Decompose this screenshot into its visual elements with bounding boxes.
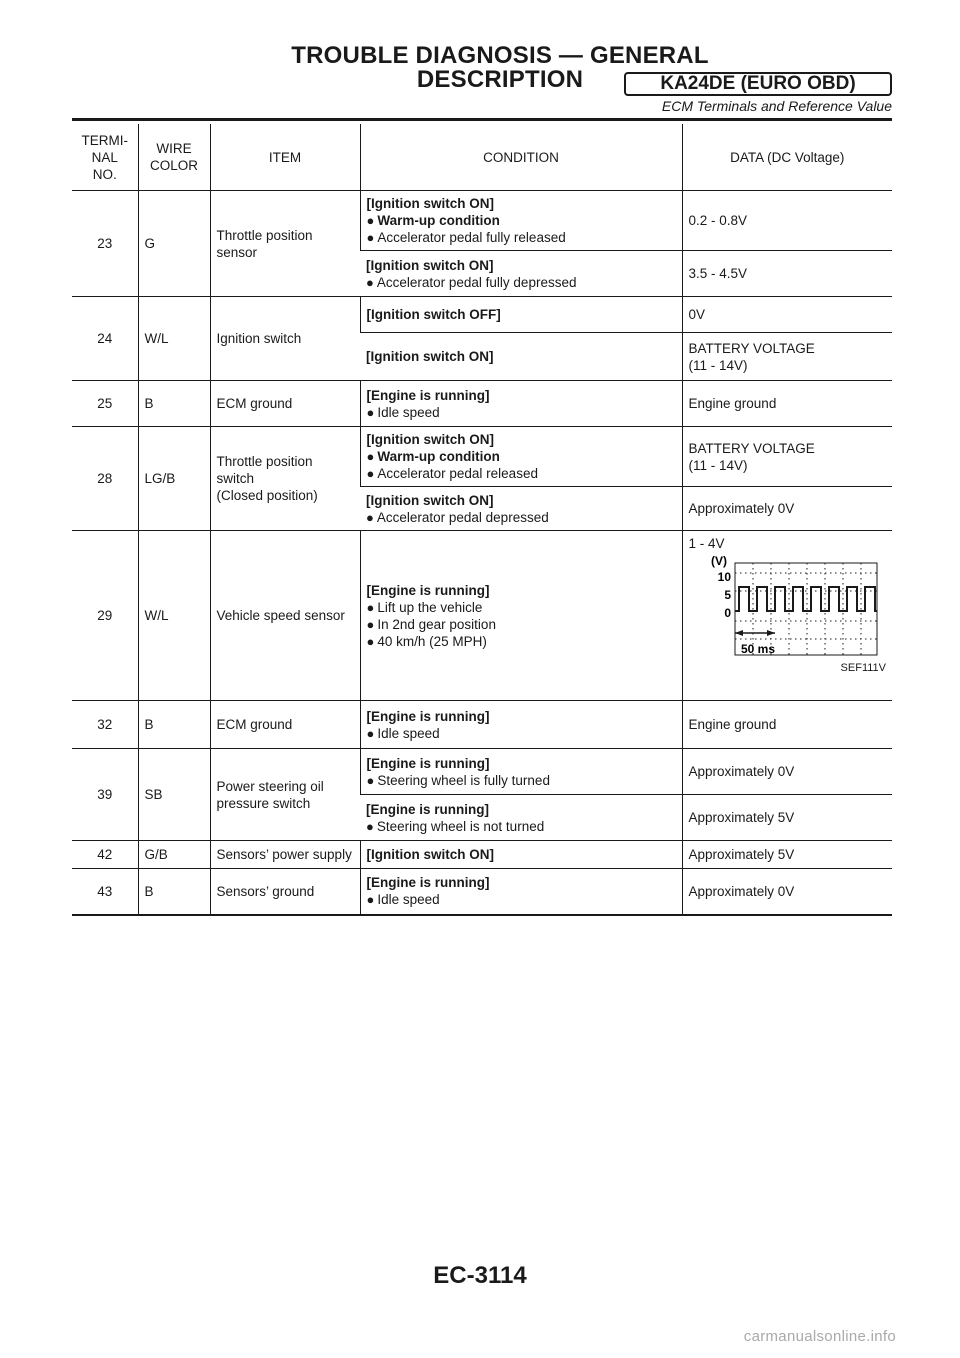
data-value-cell bbox=[682, 333, 892, 381]
watermark: carmanualsonline.info bbox=[743, 1328, 896, 1345]
condition-cell bbox=[360, 701, 682, 749]
condition-title: [Ignition switch ON] bbox=[366, 257, 494, 273]
condition-cell bbox=[360, 869, 682, 915]
condition-bullet bbox=[367, 404, 676, 421]
bullet-dot-icon: ● bbox=[366, 230, 375, 245]
data-value-cell bbox=[682, 251, 892, 297]
terminal-no-cell: 32 bbox=[72, 701, 138, 749]
waveform-figure bbox=[689, 531, 887, 679]
condition-bullet bbox=[366, 818, 676, 835]
bullet-text: In 2nd gear position bbox=[377, 616, 496, 632]
bullet-text: Steering wheel is fully turned bbox=[377, 772, 550, 788]
bullet-dot-icon: ● bbox=[366, 274, 374, 290]
bullet-text: Idle speed bbox=[377, 404, 440, 420]
data-value-cell bbox=[682, 869, 892, 915]
condition-cell bbox=[360, 487, 682, 531]
condition-cell bbox=[360, 251, 682, 297]
item-cell: Sensors’ power supply bbox=[210, 841, 360, 869]
terminal-no-cell: 25 bbox=[72, 381, 138, 427]
item-cell: Power steering oil pressure switch bbox=[210, 749, 360, 841]
condition-title: [Engine is running] bbox=[366, 755, 490, 771]
column-header-terminal-label: TERMI- NAL NO. bbox=[81, 132, 128, 182]
data-value-cell bbox=[682, 795, 892, 841]
page-number: EC-3114 bbox=[433, 1262, 527, 1289]
condition-bullet bbox=[366, 509, 676, 526]
condition-bullet bbox=[367, 599, 676, 616]
wire-color-cell: W/L bbox=[138, 531, 210, 701]
terminal-no-cell: 43 bbox=[72, 869, 138, 915]
data-value-cell bbox=[682, 531, 892, 701]
item-cell: Sensors’ ground bbox=[210, 869, 360, 915]
bullet-text: Warm-up condition bbox=[377, 449, 500, 464]
bullet-dot-icon: ● bbox=[366, 616, 375, 632]
terminal-no-cell: 23 bbox=[72, 191, 138, 297]
condition-bullet bbox=[367, 212, 676, 229]
page-header bbox=[0, 0, 960, 125]
column-header-data: DATA (DC Voltage) bbox=[682, 124, 892, 191]
bullet-text: Accelerator pedal fully released bbox=[377, 230, 566, 245]
condition-bullet bbox=[367, 616, 676, 633]
ecm-terminals-table bbox=[72, 124, 892, 916]
condition-cell bbox=[360, 297, 682, 333]
column-header-wire-color bbox=[138, 124, 210, 191]
header-rule bbox=[72, 118, 892, 121]
wire-color-cell: W/L bbox=[138, 297, 210, 381]
column-header-terminal bbox=[72, 124, 138, 191]
bullet-text: Warm-up condition bbox=[377, 213, 500, 228]
waveform-tick-5: 5 bbox=[723, 588, 731, 602]
wire-color-cell: G/B bbox=[138, 841, 210, 869]
bullet-text: Idle speed bbox=[377, 892, 440, 908]
bullet-text: Lift up the vehicle bbox=[377, 599, 483, 615]
figure-code: SEF111V bbox=[840, 662, 886, 674]
bullet-dot-icon: ● bbox=[366, 892, 375, 908]
table-row bbox=[72, 841, 892, 869]
data-value-cell bbox=[682, 297, 892, 333]
condition-bullet bbox=[367, 229, 676, 246]
bullet-dot-icon: ● bbox=[366, 818, 374, 834]
bullet-text: Idle speed bbox=[377, 725, 440, 741]
terminal-no-cell: 24 bbox=[72, 297, 138, 381]
bullet-dot-icon: ● bbox=[366, 466, 375, 481]
waveform-tick-10: 10 bbox=[717, 570, 731, 584]
time-scale-arrow-left-icon bbox=[735, 630, 743, 636]
data-value-cell bbox=[682, 427, 892, 487]
waveform-time-label: 50 ms bbox=[740, 642, 775, 656]
condition-cell bbox=[360, 427, 682, 487]
wire-color-cell: SB bbox=[138, 749, 210, 841]
table-body bbox=[72, 191, 892, 915]
section-subtitle: ECM Terminals and Reference Value bbox=[661, 98, 892, 114]
item-cell: Throttle position switch (Closed position) bbox=[210, 427, 360, 531]
table-row bbox=[72, 191, 892, 251]
data-value-text: Approximately 0V bbox=[688, 883, 795, 899]
time-scale-arrow-right-icon bbox=[767, 630, 775, 636]
column-header-condition: CONDITION bbox=[360, 124, 682, 191]
bullet-dot-icon: ● bbox=[366, 599, 375, 615]
data-value-text: Approximately 5V bbox=[688, 847, 795, 862]
bullet-text: Steering wheel is not turned bbox=[376, 818, 545, 834]
bullet-dot-icon: ● bbox=[366, 213, 375, 228]
data-value-text: BATTERY VOLTAGE (11 - 14V) bbox=[688, 340, 815, 373]
terminal-no-cell: 28 bbox=[72, 427, 138, 531]
table-row bbox=[72, 701, 892, 749]
item-cell: Ignition switch bbox=[210, 297, 360, 381]
waveform-unit-label: (V) bbox=[710, 555, 727, 568]
data-value-cell bbox=[682, 701, 892, 749]
item-cell: Vehicle speed sensor bbox=[210, 531, 360, 701]
terminal-no-cell: 42 bbox=[72, 841, 138, 869]
bullet-dot-icon: ● bbox=[366, 509, 374, 525]
wire-color-cell: B bbox=[138, 381, 210, 427]
data-value-text: 0V bbox=[688, 307, 706, 322]
wire-color-cell: B bbox=[138, 701, 210, 749]
column-header-wire-color-label: WIRE COLOR bbox=[149, 141, 198, 173]
table-row bbox=[72, 869, 892, 915]
condition-cell bbox=[360, 191, 682, 251]
bullet-dot-icon: ● bbox=[366, 633, 375, 649]
condition-bullet bbox=[366, 274, 676, 291]
condition-bullet bbox=[367, 891, 676, 908]
condition-title: [Ignition switch ON] bbox=[366, 349, 494, 364]
condition-title: [Ignition switch ON] bbox=[366, 432, 494, 447]
wire-color-cell: LG/B bbox=[138, 427, 210, 531]
bullet-text: 40 km/h (25 MPH) bbox=[377, 633, 487, 649]
table-row bbox=[72, 381, 892, 427]
data-value-cell bbox=[682, 749, 892, 795]
terminal-no-cell: 39 bbox=[72, 749, 138, 841]
condition-title: [Engine is running] bbox=[366, 875, 490, 891]
condition-cell bbox=[360, 841, 682, 869]
condition-title: [Ignition switch ON] bbox=[366, 847, 494, 862]
waveform-tick-0: 0 bbox=[723, 606, 731, 620]
condition-bullet bbox=[367, 633, 676, 650]
data-value-text: 0.2 - 0.8V bbox=[688, 213, 748, 228]
page-title-line-2: DESCRIPTION bbox=[416, 66, 584, 93]
table-row bbox=[72, 531, 892, 701]
condition-title: [Engine is running] bbox=[366, 582, 490, 598]
condition-bullet bbox=[367, 465, 676, 482]
data-value-text: 1 - 4V bbox=[688, 536, 725, 551]
condition-bullet bbox=[367, 725, 676, 742]
condition-cell bbox=[360, 531, 682, 701]
data-value-text: Engine ground bbox=[688, 396, 777, 411]
data-value-text: BATTERY VOLTAGE (11 - 14V) bbox=[688, 440, 815, 473]
bullet-text: Accelerator pedal fully depressed bbox=[376, 274, 577, 290]
terminal-no-cell: 29 bbox=[72, 531, 138, 701]
data-value-text: Engine ground bbox=[688, 717, 777, 732]
data-value-cell bbox=[682, 381, 892, 427]
bullet-dot-icon: ● bbox=[366, 449, 375, 464]
bullet-dot-icon: ● bbox=[366, 772, 375, 788]
bullet-dot-icon: ● bbox=[366, 725, 375, 741]
table-row bbox=[72, 297, 892, 333]
item-cell: ECM ground bbox=[210, 701, 360, 749]
page-title-line-1: TROUBLE DIAGNOSIS — GENERAL bbox=[291, 42, 709, 69]
waveform-graph bbox=[709, 555, 881, 671]
condition-cell bbox=[360, 381, 682, 427]
data-value-text: Approximately 5V bbox=[688, 810, 795, 825]
column-header-item: ITEM bbox=[210, 124, 360, 191]
condition-title: [Ignition switch ON] bbox=[366, 196, 494, 211]
condition-bullet bbox=[367, 448, 676, 465]
wire-color-cell: B bbox=[138, 869, 210, 915]
condition-bullet bbox=[367, 772, 676, 789]
bullet-dot-icon: ● bbox=[366, 404, 375, 420]
condition-cell bbox=[360, 333, 682, 381]
data-value-cell bbox=[682, 191, 892, 251]
data-value-text: Approximately 0V bbox=[688, 501, 795, 516]
table-header-row bbox=[72, 124, 892, 191]
condition-title: [Ignition switch OFF] bbox=[366, 307, 501, 322]
condition-title: [Engine is running] bbox=[366, 708, 490, 724]
condition-title: [Ignition switch ON] bbox=[366, 492, 494, 508]
condition-title: [Engine is running] bbox=[366, 801, 489, 817]
bullet-text: Accelerator pedal depressed bbox=[376, 509, 549, 525]
item-cell: Throttle position sensor bbox=[210, 191, 360, 297]
table-row bbox=[72, 427, 892, 487]
data-value-text: Approximately 0V bbox=[688, 764, 795, 779]
condition-title: [Engine is running] bbox=[366, 387, 490, 403]
wire-color-cell: G bbox=[138, 191, 210, 297]
bullet-text: Accelerator pedal released bbox=[377, 466, 538, 481]
item-cell: ECM ground bbox=[210, 381, 360, 427]
engine-badge: KA24DE (EURO OBD) bbox=[624, 72, 892, 96]
table-row bbox=[72, 749, 892, 795]
data-value-text: 3.5 - 4.5V bbox=[688, 266, 748, 281]
data-value-cell bbox=[682, 841, 892, 869]
condition-cell bbox=[360, 749, 682, 795]
condition-cell bbox=[360, 795, 682, 841]
data-value-cell bbox=[682, 487, 892, 531]
